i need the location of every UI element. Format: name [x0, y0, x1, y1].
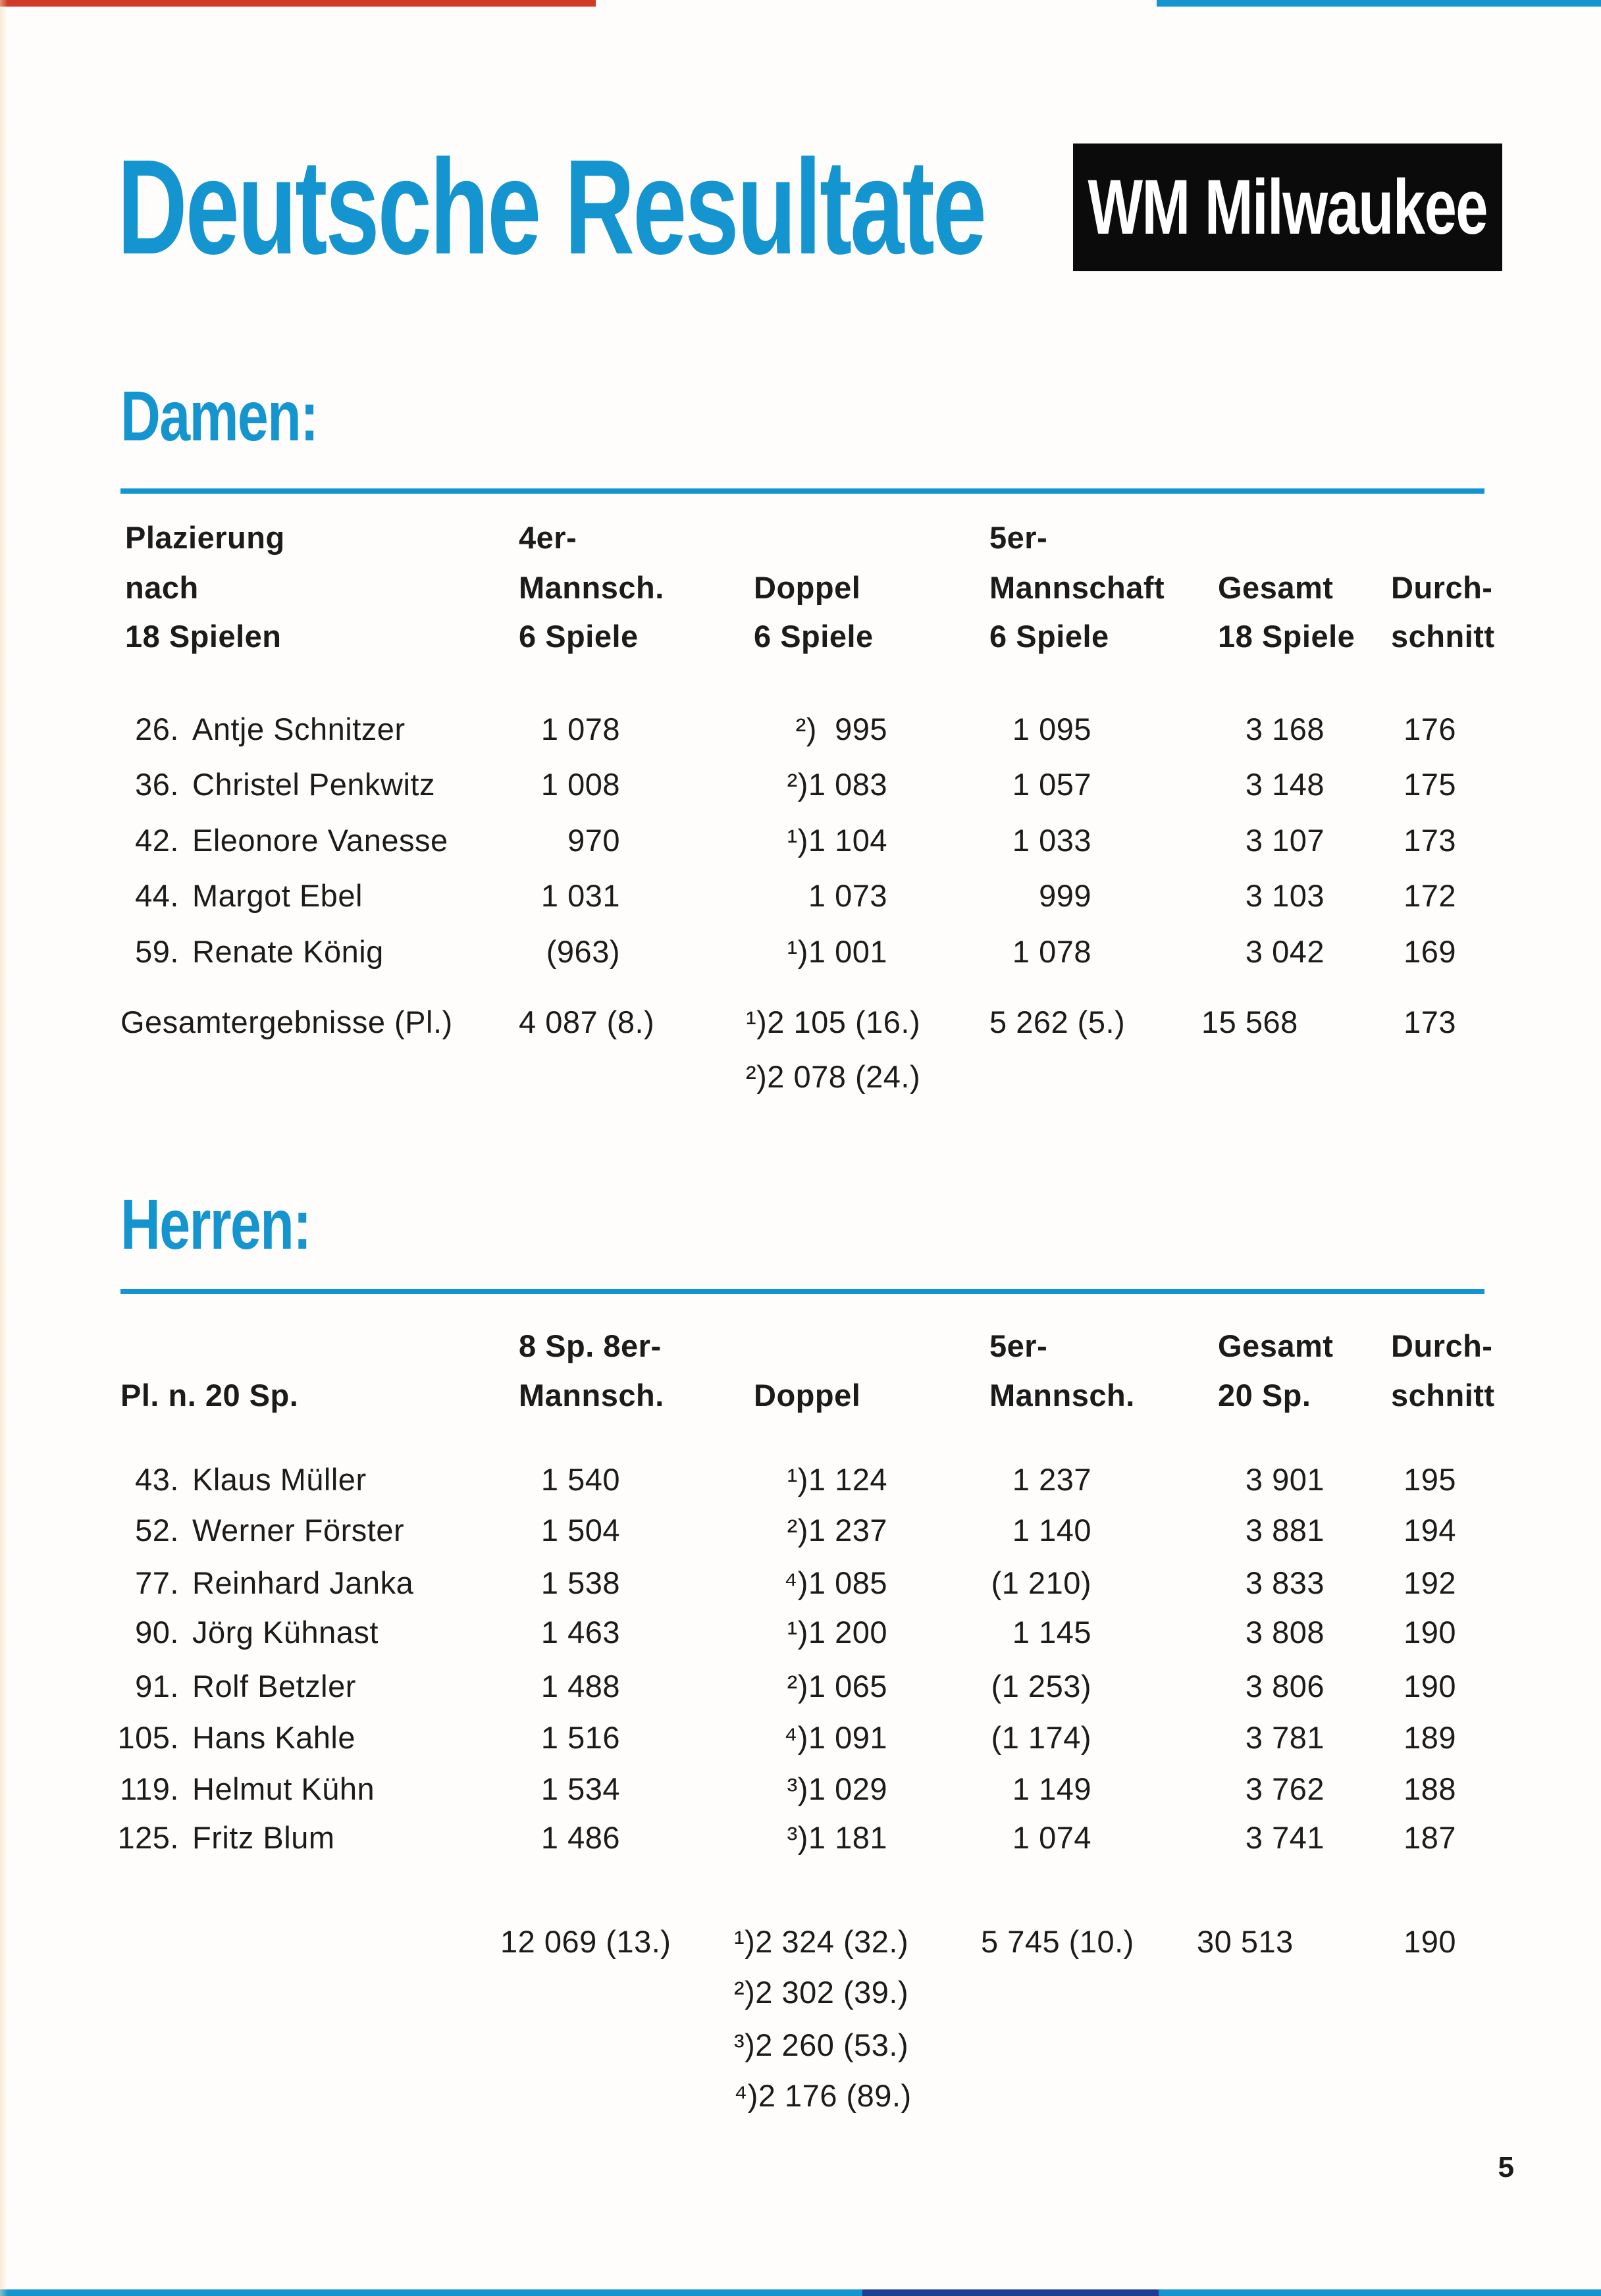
header-cell: nach: [125, 570, 199, 605]
value-cell: 190: [1404, 1669, 1456, 1704]
totals-cell: 5 262 (5.): [989, 1004, 1126, 1039]
rank-cell: 36.: [135, 767, 179, 802]
top-edge-stripe-cyan: [1157, 0, 1601, 7]
section-rule: [120, 1289, 1484, 1294]
totals-cell: ¹)2 105 (16.): [746, 1004, 921, 1039]
page-title: Deutsche Resultate: [117, 132, 985, 282]
header-cell: schnitt: [1391, 619, 1495, 654]
value-cell: ²) 995: [795, 712, 887, 746]
rank-cell: 59.: [135, 934, 179, 969]
header-cell: Gesamt: [1218, 1328, 1334, 1363]
value-cell: 188: [1404, 1771, 1456, 1806]
damen-header-row-2: [0, 569, 1601, 606]
value-cell: ²)1 083: [787, 767, 887, 802]
value-cell: ³)1 029: [787, 1771, 887, 1806]
page-number: 5: [1498, 2151, 1514, 2183]
totals-cell: 12 069 (13.): [500, 1924, 671, 1959]
name-cell: Fritz Blum: [192, 1820, 335, 1855]
totals-cell: ²)2 302 (39.): [734, 1975, 909, 2010]
value-cell: ¹)1 124: [787, 1462, 887, 1497]
bottom-edge-stripe-navy: [862, 2289, 1159, 2296]
value-cell: 1 504: [540, 1513, 620, 1548]
table-row: [0, 1461, 1601, 1498]
name-cell: Margot Ebel: [192, 878, 363, 913]
value-cell: 1 073: [808, 878, 887, 913]
rank-cell: 26.: [135, 712, 179, 746]
value-cell: 3 833: [1245, 1565, 1325, 1600]
value-cell: 3 103: [1245, 878, 1325, 913]
value-cell: (1 210): [991, 1565, 1091, 1600]
value-cell: 195: [1404, 1462, 1456, 1497]
header-cell: 18 Spiele: [1218, 619, 1355, 654]
table-row: [0, 1512, 1601, 1549]
value-cell: ¹)1 104: [787, 823, 887, 858]
value-cell: 1 140: [1012, 1513, 1091, 1548]
title-badge: [1073, 144, 1502, 271]
value-cell: 3 781: [1245, 1720, 1325, 1755]
value-cell: ²)1 237: [787, 1513, 887, 1548]
value-cell: 3 148: [1245, 767, 1325, 802]
value-cell: (1 253): [991, 1669, 1091, 1704]
header-cell: Mannsch.: [519, 570, 664, 605]
name-cell: Rolf Betzler: [192, 1669, 356, 1704]
name-cell: Jörg Kühnast: [192, 1615, 379, 1650]
value-cell: 1 057: [1012, 767, 1091, 802]
table-row: [0, 822, 1601, 859]
value-cell: 1 149: [1012, 1771, 1091, 1806]
header-cell: 6 Spiele: [989, 619, 1109, 654]
rank-cell: 125.: [117, 1820, 179, 1855]
totals-cell: ¹)2 324 (32.): [734, 1924, 909, 1959]
value-cell: 1 074: [1012, 1820, 1091, 1855]
damen-totals-row-2: [0, 1058, 1601, 1095]
value-cell: 1 516: [540, 1720, 620, 1755]
table-row: [0, 766, 1601, 803]
value-cell: 1 095: [1012, 712, 1091, 746]
value-cell: ²)1 065: [787, 1669, 887, 1704]
header-cell: schnitt: [1391, 1378, 1495, 1413]
value-cell: 1 145: [1012, 1615, 1091, 1650]
header-cell: Mannschaft: [989, 570, 1165, 605]
value-cell: 3 808: [1245, 1615, 1325, 1650]
herren-header-row-1: [0, 1328, 1601, 1365]
herren-totals-row-4: [0, 2077, 1601, 2114]
rank-cell: 44.: [135, 878, 179, 913]
header-cell: 6 Spiele: [519, 619, 639, 654]
table-row: [0, 1565, 1601, 1602]
name-cell: Helmut Kühn: [192, 1771, 375, 1806]
value-cell: 3 042: [1245, 934, 1325, 969]
name-cell: Werner Förster: [192, 1513, 405, 1548]
value-cell: 3 168: [1245, 712, 1325, 746]
name-cell: Klaus Müller: [192, 1462, 367, 1497]
rank-cell: 90.: [135, 1615, 179, 1650]
value-cell: 3 741: [1245, 1820, 1325, 1855]
value-cell: 1 486: [540, 1820, 620, 1855]
header-cell: 20 Sp.: [1218, 1378, 1311, 1413]
damen-totals-row: [0, 1004, 1601, 1041]
header-cell: Plazierung: [125, 520, 285, 555]
header-cell: 5er-: [989, 520, 1048, 555]
value-cell: ³)1 181: [787, 1820, 887, 1855]
value-cell: 190: [1404, 1615, 1456, 1650]
value-cell: 1 008: [540, 767, 620, 802]
value-cell: 1 033: [1012, 823, 1091, 858]
rank-cell: 105.: [117, 1720, 179, 1755]
name-cell: Eleonore Vanesse: [192, 823, 448, 858]
value-cell: (1 174): [991, 1720, 1091, 1755]
damen-header-row-1: [0, 519, 1601, 556]
name-cell: Antje Schnitzer: [192, 712, 406, 746]
value-cell: 999: [1039, 878, 1091, 913]
value-cell: 169: [1404, 934, 1456, 969]
value-cell: 1 534: [540, 1771, 620, 1806]
value-cell: (963): [546, 934, 620, 969]
totals-cell: ²)2 078 (24.): [746, 1059, 921, 1094]
totals-cell: 30 513: [1197, 1924, 1294, 1959]
section-heading-damen: Damen:: [120, 376, 318, 456]
header-cell: Gesamt: [1218, 570, 1334, 605]
totals-cell: 4 087 (8.): [519, 1004, 655, 1039]
value-cell: 173: [1404, 823, 1456, 858]
rank-cell: 43.: [135, 1462, 179, 1497]
value-cell: 175: [1404, 767, 1456, 802]
value-cell: 176: [1404, 712, 1456, 746]
value-cell: 970: [567, 823, 620, 858]
header-cell: Mannsch.: [989, 1378, 1135, 1413]
section-rule: [120, 488, 1484, 494]
header-cell: 4er-: [519, 520, 577, 555]
title-badge-label: WM Milwaukee: [1088, 164, 1488, 251]
herren-totals-row-2: [0, 1974, 1601, 2011]
totals-cell: 15 568: [1201, 1004, 1298, 1039]
rank-cell: 119.: [120, 1771, 179, 1806]
name-cell: Renate König: [192, 934, 384, 969]
table-row: [0, 933, 1601, 970]
table-row: [0, 1819, 1601, 1856]
value-cell: 1 540: [540, 1462, 620, 1497]
value-cell: 1 463: [540, 1615, 620, 1650]
rank-cell: 91.: [135, 1669, 179, 1704]
rank-cell: 77.: [135, 1565, 179, 1600]
name-cell: Reinhard Janka: [192, 1565, 414, 1600]
value-cell: 3 107: [1245, 823, 1325, 858]
value-cell: 194: [1404, 1513, 1456, 1548]
value-cell: 1 078: [1012, 934, 1091, 969]
totals-cell: 190: [1404, 1924, 1456, 1959]
herren-totals-row: [0, 1923, 1601, 1960]
rank-cell: 52.: [135, 1513, 179, 1548]
rank-cell: 42.: [135, 823, 179, 858]
value-cell: ⁴)1 085: [784, 1565, 887, 1600]
totals-label: Gesamtergebnisse (Pl.): [120, 1004, 453, 1039]
table-row: [0, 711, 1601, 748]
value-cell: ¹)1 001: [787, 934, 887, 969]
table-row: [0, 877, 1601, 914]
value-cell: 1 237: [1012, 1462, 1091, 1497]
totals-cell: 5 745 (10.): [981, 1924, 1134, 1959]
header-cell: Durch-: [1391, 1328, 1493, 1363]
header-cell: Doppel: [754, 1378, 861, 1413]
herren-header-row-2: [0, 1377, 1601, 1414]
value-cell: ¹)1 200: [787, 1615, 887, 1650]
section-heading-herren: Herren:: [120, 1184, 311, 1264]
header-cell: Mannsch.: [519, 1378, 664, 1413]
value-cell: 1 031: [540, 878, 620, 913]
value-cell: 3 901: [1245, 1462, 1325, 1497]
value-cell: 1 488: [540, 1669, 620, 1704]
header-cell: 8 Sp. 8er-: [519, 1328, 662, 1363]
table-row: [0, 1614, 1601, 1651]
value-cell: 3 806: [1245, 1669, 1325, 1704]
value-cell: 3 762: [1245, 1771, 1325, 1806]
totals-cell: ⁴)2 176 (89.): [734, 2078, 912, 2113]
value-cell: 1 078: [540, 712, 620, 746]
header-cell: 5er-: [989, 1328, 1048, 1363]
value-cell: ⁴)1 091: [784, 1720, 887, 1755]
table-row: [0, 1771, 1601, 1808]
value-cell: 192: [1404, 1565, 1456, 1600]
name-cell: Hans Kahle: [192, 1720, 355, 1755]
totals-cell: ³)2 260 (53.): [734, 2027, 909, 2062]
value-cell: 1 538: [540, 1565, 620, 1600]
top-edge-stripe-red: [0, 0, 596, 7]
damen-header-row-3: [0, 618, 1601, 655]
header-cell: Durch-: [1391, 570, 1493, 605]
header-cell: 18 Spielen: [125, 619, 282, 654]
value-cell: 172: [1404, 878, 1456, 913]
value-cell: 3 881: [1245, 1513, 1325, 1548]
value-cell: 187: [1404, 1820, 1456, 1855]
header-cell: Doppel: [754, 570, 861, 605]
name-cell: Christel Penkwitz: [192, 767, 435, 802]
value-cell: 189: [1404, 1720, 1456, 1755]
table-row: [0, 1719, 1601, 1756]
table-row: [0, 1668, 1601, 1705]
header-cell: 6 Spiele: [754, 619, 874, 654]
bottom-edge-stripe-cyan: [0, 2289, 1601, 2296]
header-cell: Pl. n. 20 Sp.: [120, 1378, 299, 1413]
totals-cell: 173: [1404, 1004, 1456, 1039]
herren-totals-row-3: [0, 2027, 1601, 2064]
